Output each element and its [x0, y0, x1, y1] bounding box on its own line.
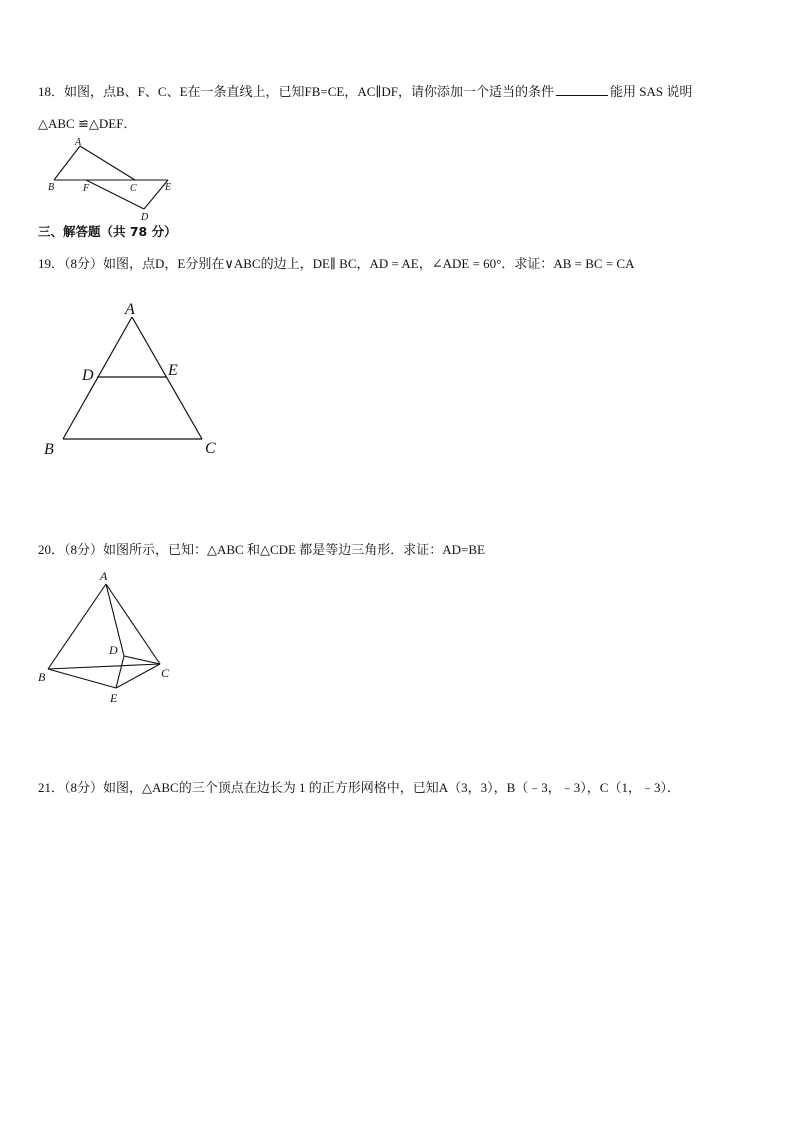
answer-blank[interactable]	[556, 83, 608, 96]
segment-ec	[116, 664, 160, 688]
q19-text: 19．（8分）如图，点D，E分别在∨ABC的边上，DE∥ BC，AD = AE，∠ADE = 60°．求证：AB = BC = CA	[38, 256, 635, 271]
label-b: B	[38, 670, 46, 684]
segment-ac	[80, 146, 135, 180]
label-e: E	[165, 182, 172, 193]
q18-diagram	[40, 135, 190, 227]
segment-ab	[63, 317, 132, 439]
q20-figure	[36, 568, 186, 710]
label-d: D	[109, 643, 118, 657]
label-c: C	[205, 440, 216, 457]
label-a: A	[125, 301, 135, 318]
label-c: C	[130, 183, 137, 194]
segment-ab	[48, 584, 106, 669]
q18-text-line1	[38, 83, 692, 101]
segment-ab	[54, 146, 80, 180]
segment-dc	[124, 656, 160, 664]
q19-figure	[40, 295, 230, 465]
label-f: F	[83, 183, 90, 194]
q18-text-line2: △ABC ≌△DEF．	[38, 116, 137, 131]
label-e: E	[168, 362, 178, 379]
segment-bc	[48, 664, 160, 669]
label-c: C	[161, 666, 170, 680]
label-b: B	[48, 182, 55, 193]
q20-diagram	[36, 568, 186, 710]
label-e: E	[110, 691, 118, 705]
segment-de	[116, 656, 124, 688]
q18-text-tail: 能用 SAS 说明	[610, 84, 693, 99]
label-b: B	[44, 441, 54, 458]
q20-text: 20．（8分）如图所示，已知：△ABC 和△CDE 都是等边三角形．求证：AD=BE	[38, 542, 485, 557]
segment-be	[48, 669, 116, 688]
q18-text: 18．如图，点B、F、C、E在一条直线上，已知FB=CE，AC∥DF，请你添加一个适当的条件	[38, 84, 555, 99]
q18-figure	[40, 135, 190, 227]
label-a: A	[100, 569, 108, 583]
label-a: A	[75, 137, 82, 148]
label-d: D	[82, 367, 94, 384]
label-d: D	[141, 212, 149, 223]
q21-text: 21．（8分）如图，△ABC的三个顶点在边长为 1 的正方形网格中，已知A（3，3），B（﹣3，﹣3），C（1，﹣3）．	[38, 780, 680, 795]
q19-diagram	[40, 295, 230, 465]
section-title: 三、解答题（共 78 分）	[38, 224, 177, 239]
segment-ac	[132, 317, 202, 439]
